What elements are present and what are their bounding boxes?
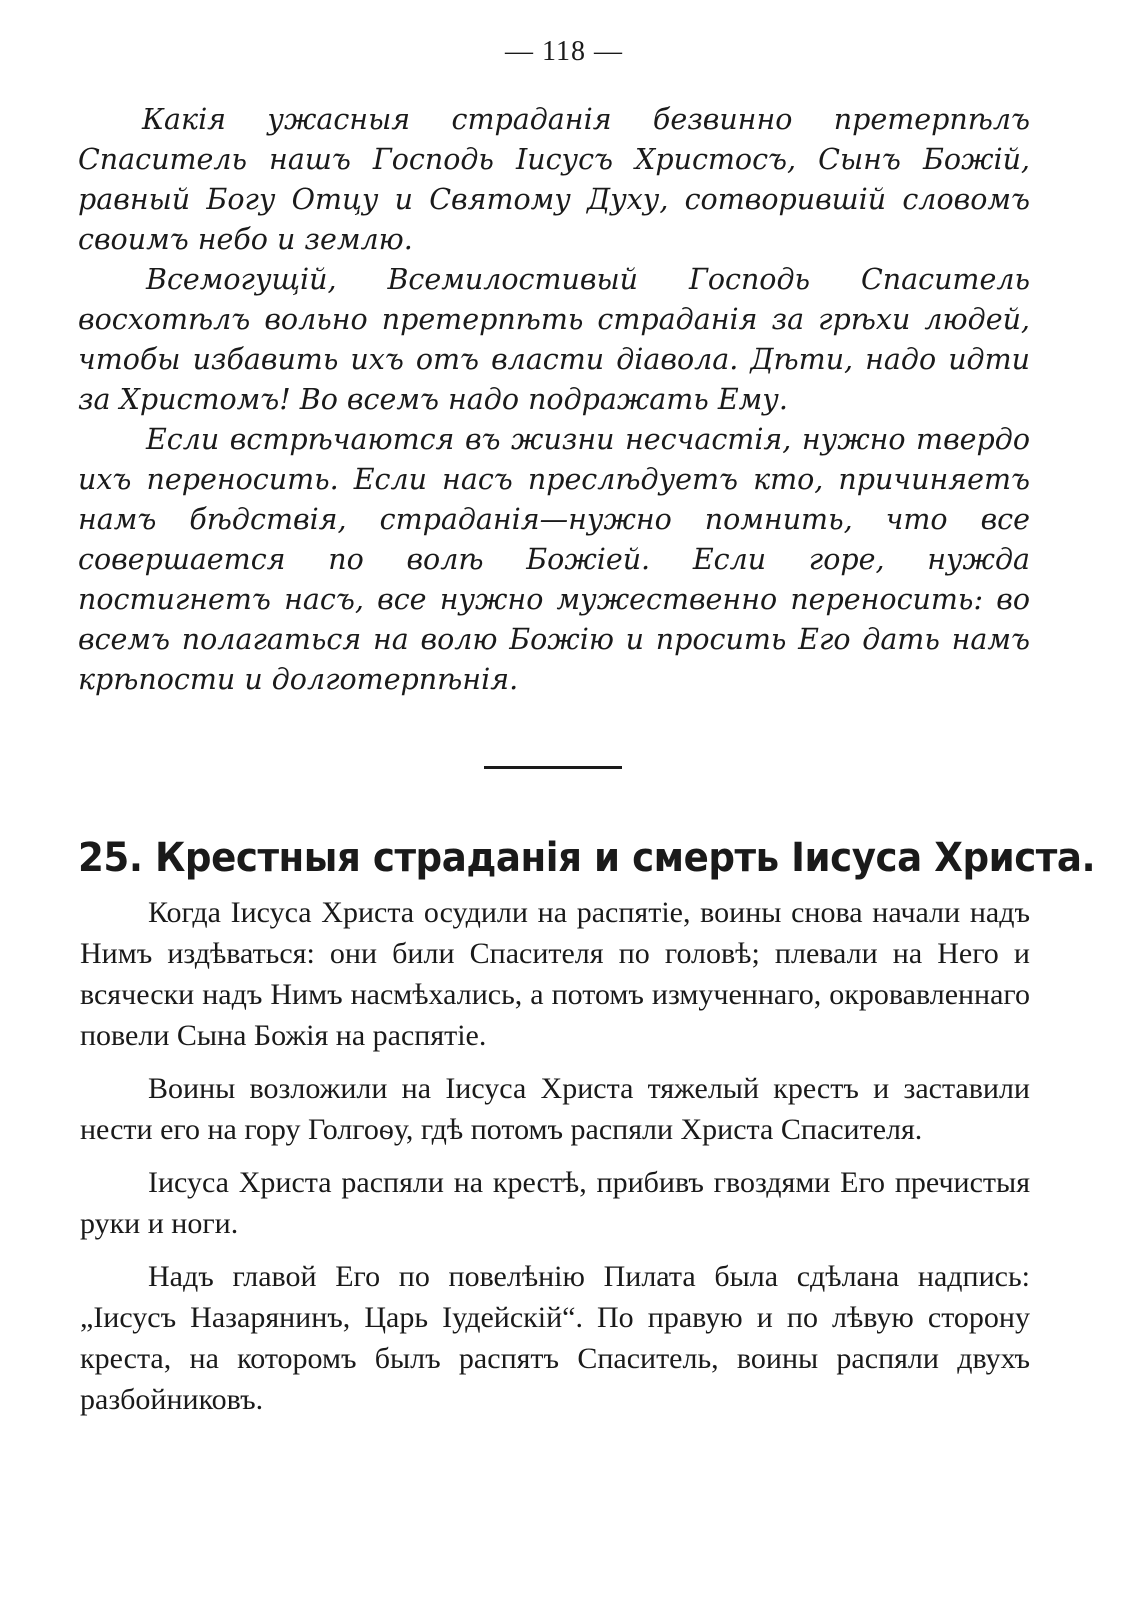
section-text-block xyxy=(80,892,1030,1432)
section-title: 25. Крестныя страданія и смерть Іисуса Христа. xyxy=(78,835,1096,881)
intro-paragraph: Какія ужасныя страданія безвинно претерпѣлъ Спаситель нашъ Господь Іисусъ Христосъ, Сынъ Божій, равный Богу Отцу и Святому Духу, сотворившій словомъ своимъ небо и землю. xyxy=(78,103,1030,256)
section-paragraph: Іисуса Христа распяли на крестѣ, прибивъ гвоздями Его пречистыя руки и ноги. xyxy=(80,1166,1030,1240)
intro-paragraph: Всемогущій, Всемилостивый Господь Спаситель восхотѣлъ вольно претерпѣть страданія за грѣхи людей, чтобы избавить ихъ отъ власти діавола. Дѣти, надо идти за Христомъ! Во всемъ надо подражать Ему. xyxy=(78,263,1030,416)
intro-paragraph: Если встрѣчаются въ жизни несчастія, нужно твердо ихъ переносить. Если насъ преслѣдуетъ кто, причиняетъ намъ бѣдствія, страданія—нужно помнить, что все совершается по волѣ Божіей. Если горе, нужда постигнетъ насъ, все нужно мужественно переносить: во всемъ полагаться на волю Божію и просить Его дать намъ крѣпости и долготерпѣнія. xyxy=(78,423,1030,696)
section-paragraph: Когда Іисуса Христа осудили на распятіе, воины снова начали надъ Нимъ издѣваться: они били Спасителя по головѣ; плевали на Него и всячески надъ Нимъ насмѣхались, а потомъ измученнаго, окровавленнаго повели Сына Божія на распятіе. xyxy=(80,896,1030,1052)
intro-text-block xyxy=(78,100,1030,700)
section-paragraph: Надъ главой Его по повелѣнію Пилата была сдѣлана надпись: „Іисусъ Назарянинъ, Царь Іудейскій“. По правую и по лѣвую сторону креста, на которомъ былъ распятъ Спаситель, воины распяли двухъ разбойниковъ. xyxy=(80,1260,1030,1416)
page-number: — 118 — xyxy=(505,36,623,67)
section-divider xyxy=(484,766,622,769)
section-paragraph: Воины возложили на Іисуса Христа тяжелый крестъ и заставили нести его на гору Голгоѳу, гдѣ потомъ распяли Христа Спасителя. xyxy=(80,1072,1030,1146)
